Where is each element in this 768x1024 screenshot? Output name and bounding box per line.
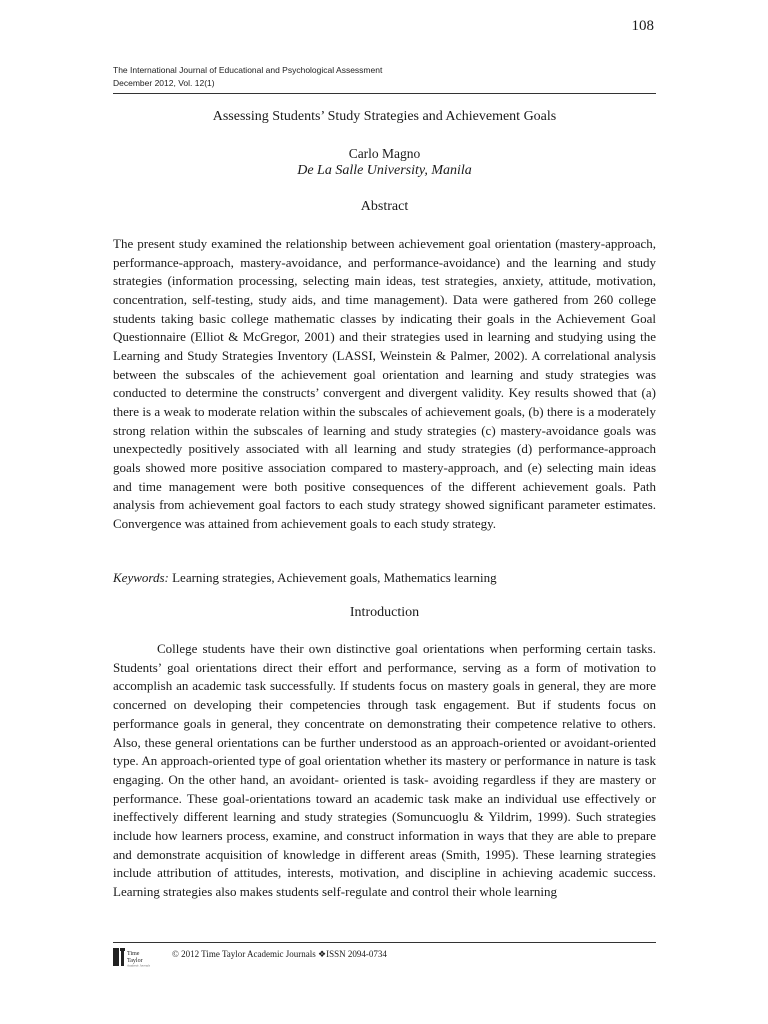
journal-name: The International Journal of Educational and Psychological Assessment [113, 65, 383, 75]
footer-copyright: © 2012 Time Taylor Academic Journals ❖ISSN 2094-0734 [172, 949, 387, 959]
svg-text:Taylor: Taylor [127, 958, 143, 964]
header-divider [113, 93, 656, 94]
abstract-heading: Abstract [360, 199, 409, 214]
journal-header [113, 64, 382, 90]
keywords-label: Keywords: [113, 570, 169, 585]
introduction-heading: Introduction [349, 605, 420, 620]
article-title: Assessing Students’ Study Strategies and Achievement Goals [212, 109, 557, 124]
svg-text:Academic Journals: Academic Journals [127, 963, 151, 967]
publisher-logo [113, 947, 165, 967]
introduction-text: College students have their own distinctive goal orientations when performing certain tasks. Students’ goal orientations direct their effort and performance, serving as a form of motivation to accomplish an academic task successfully. If students focus on mastery goals in general, they are more concerned on developing their competencies through task engagement. But if students focus on performance goals in general, they concentrate on demonstrating their competence relative to others. Also, these general orientations can be further understood as an approach-oriented or avoidant-oriented type. An approach-oriented type of goal orientation whether its mastery or performance in nature is task engaging. On the other hand, an avoidant- oriented is task- avoiding regardless if they are mastery or performance. These goal-orientations toward an academic task make an individual use effectively or ineffectively different learning and study strategies (Somuncuoglu & Yildrim, 1999). Such strategies include how learners process, examine, and construct information in ways that they are able to prepare and demonstrate acquisition of knowledge in different areas (Smith, 1995). These learning strategies include attribution of attitudes, interests, motivation, and discipline in achieving academic success. Learning strategies also makes students self-regulate and control their whole learning [113, 641, 656, 900]
author-name: Carlo Magno [348, 146, 421, 161]
page-number: 108 [631, 18, 654, 34]
footer-divider [113, 942, 656, 943]
journal-issue: December 2012, Vol. 12(1) [113, 78, 215, 88]
abstract-text: The present study examined the relationship between achievement goal orientation (mastery-approach, performance-approach, mastery-avoidance, and performance-avoidance) and the learning and study strategies (information processing, selecting main ideas, test strategies, anxiety, attitude, motivation, concentration, self-testing, study aids, and time management). Data were gathered from 260 college students taking basic college mathematic classes by indicating their goals in the Achievement Goal Questionnaire (Elliot & McGregor, 2001) and their strategies used in learning and studying using the Learning and Study Strategies Inventory (LASSI, Weinstein & Palmer, 2002). A correlational analysis between the subscales of the achievement goal orientation and learning and study strategies was conducted to determine the constructs’ convergent and divergent validity. Key results showed that (a) there is a weak to moderate relation within the subscales of achievement goals, (b) there is a moderately strong relation within the subscales of learning and study strategies (c) mastery-avoidance goals was unexpectedly positively associated with all learning and study strategies (d) performance-approach goals showed more positive association compared to mastery-approach, and (e) selecting main ideas and time management were both positive consequences of the different achievement goals. Path analysis from achievement goal factors to each study strategy showed significant parameter estimates. Convergence was attained from achievement goals to each study strategy. [113, 236, 656, 531]
author-affiliation: De La Salle University, Manila [297, 163, 472, 178]
svg-text:Time: Time [127, 951, 140, 957]
keywords-line [113, 569, 656, 587]
keywords-text: Learning strategies, Achievement goals, Mathematics learning [168, 570, 497, 585]
